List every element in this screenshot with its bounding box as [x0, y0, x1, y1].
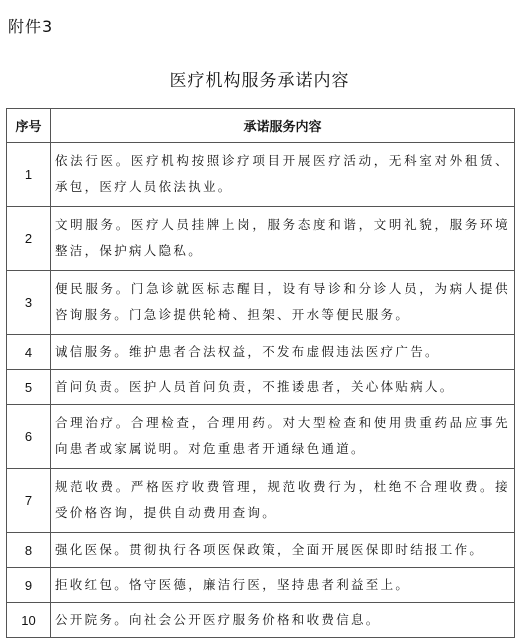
row-content: 规范收费。严格医疗收费管理，规范收费行为，杜绝不合理收费。接受价格咨询，提供自动费用查询。 [51, 469, 515, 533]
row-number: 10 [7, 603, 51, 638]
table-header-row [7, 109, 515, 143]
row-number: 8 [7, 533, 51, 568]
table-row [7, 370, 515, 405]
row-content: 合理治疗。合理检查，合理用药。对大型检查和使用贵重药品应事先向患者或家属说明。对危重患者开通绿色通道。 [51, 405, 515, 469]
table-row [7, 568, 515, 603]
row-number: 5 [7, 370, 51, 405]
table-row [7, 335, 515, 370]
row-content: 公开院务。向社会公开医疗服务价格和收费信息。 [51, 603, 515, 638]
table-row [7, 271, 515, 335]
column-header-no: 序号 [7, 109, 51, 143]
row-content: 强化医保。贯彻执行各项医保政策，全面开展医保即时结报工作。 [51, 533, 515, 568]
row-content: 文明服务。医疗人员挂牌上岗，服务态度和谐，文明礼貌，服务环境整洁，保护病人隐私。 [51, 207, 515, 271]
row-number: 9 [7, 568, 51, 603]
table-row [7, 469, 515, 533]
table-row [7, 405, 515, 469]
row-content: 首问负责。医护人员首问负责，不推诿患者，关心体贴病人。 [51, 370, 515, 405]
row-number: 6 [7, 405, 51, 469]
row-number: 3 [7, 271, 51, 335]
row-number: 2 [7, 207, 51, 271]
row-number: 7 [7, 469, 51, 533]
table-row [7, 207, 515, 271]
table-row [7, 533, 515, 568]
row-content: 诚信服务。维护患者合法权益，不发布虚假违法医疗广告。 [51, 335, 515, 370]
row-content: 便民服务。门急诊就医标志醒目，设有导诊和分诊人员，为病人提供咨询服务。门急诊提供轮椅、担架、开水等便民服务。 [51, 271, 515, 335]
row-content: 依法行医。医疗机构按照诊疗项目开展医疗活动，无科室对外租赁、承包，医疗人员依法执业。 [51, 143, 515, 207]
document-title: 医疗机构服务承诺内容 [169, 71, 350, 91]
row-number: 1 [7, 143, 51, 207]
table-row [7, 603, 515, 638]
commitment-table [6, 108, 515, 638]
row-content: 拒收红包。恪守医德，廉洁行医，坚持患者利益至上。 [51, 568, 515, 603]
attachment-label: 附件3 [8, 17, 54, 36]
row-number: 4 [7, 335, 51, 370]
column-header-content: 承诺服务内容 [51, 109, 515, 143]
table-row [7, 143, 515, 207]
